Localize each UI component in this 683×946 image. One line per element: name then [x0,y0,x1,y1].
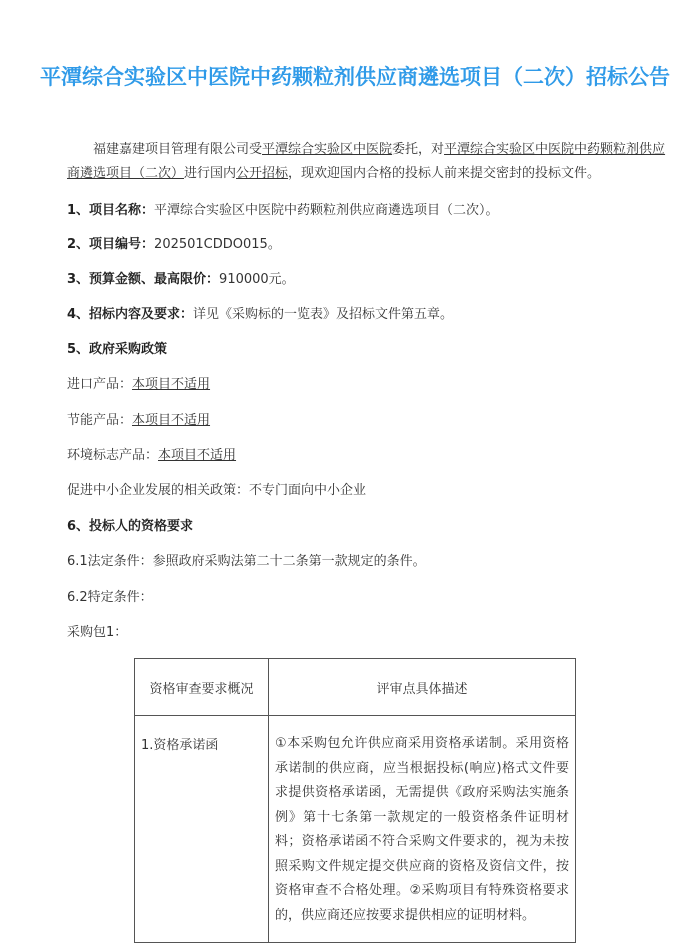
special-conditions: 6.2特定条件： [67,590,153,605]
table-header-cell: 资格审查要求概况 [135,659,269,716]
item-value: 910000元。 [219,272,295,287]
item-value: 详见《采购标的一览表》及招标文件第五章。 [193,307,454,322]
item-project-number [67,236,281,254]
policy-value: 本项目不适用 [132,413,211,428]
table-row [135,716,576,943]
policy-energy [67,412,210,430]
item-label: 3、预算金额、最高限价： [67,272,220,287]
policy-label: 节能产品： [67,413,133,428]
item-policy-heading: 5、政府采购政策 [67,342,168,357]
project-link[interactable]: 平潭综合实验区中医院中药颗粒剂供应商遴选项目（二次） [67,142,666,181]
table-header-row [135,659,576,716]
policy-value: 不专门面向中小企业 [249,483,367,498]
table-cell-requirement: 1.资格承诺函 [135,716,269,943]
package-label: 采购包1： [67,625,128,640]
item-value: 平潭综合实验区中医院中药颗粒剂供应商遴选项目（二次）。 [154,203,499,218]
qualification-table [134,658,576,943]
table-header-cell: 评审点具体描述 [269,659,576,716]
table-cell-description: ①本采购包允许供应商采用资格承诺制。采用资格承诺制的供应商，应当根据投标(响应)格式文件要求提供资格承诺函，无需提供《政府采购法实施条例》第十七条第一款规定的一般资格条件证明材料；资格承诺函不符合采购文件要求的，视为未按照采购文件规定提交供应商的资格及资信文件，按资格审查不合格处理。②采购项目有特殊资格要求的，供应商还应按要求提供相应的证明材料。 [269,716,576,943]
intro-paragraph [67,138,673,186]
page-title: 平潭综合实验区中医院中药颗粒剂供应商遴选项目（二次）招标公告 [40,65,670,89]
policy-environment [67,447,236,465]
item-project-name [67,202,499,220]
item-label: 4、招标内容及要求： [67,307,194,322]
purchaser-link[interactable]: 平潭综合实验区中医院 [262,142,393,157]
item-label: 2、项目编号： [67,237,155,252]
intro-text-4: ，现欢迎国内合格的投标人前来提交密封的投标文件。 [288,166,601,181]
intro-text-1: 福建嘉建项目管理有限公司受 [93,142,263,157]
policy-value: 本项目不适用 [132,377,211,392]
item-value: 202501CDDO015。 [154,237,281,252]
item-qualification-heading: 6、投标人的资格要求 [67,519,194,534]
item-content [67,306,453,324]
item-budget [67,271,295,289]
policy-label: 促进中小企业发展的相关政策： [67,483,250,498]
intro-text-2: 委托，对 [392,142,445,157]
intro-text-3: 进行国内 [184,166,237,181]
policy-value: 本项目不适用 [158,448,237,463]
item-label: 1、项目名称： [67,203,155,218]
policy-sme [67,482,366,500]
policy-label: 进口产品： [67,377,133,392]
legal-conditions: 6.1法定条件：参照政府采购法第二十二条第一款规定的条件。 [67,554,426,569]
method-link[interactable]: 公开招标 [236,166,289,181]
policy-import [67,376,210,394]
policy-label: 环境标志产品： [67,448,159,463]
